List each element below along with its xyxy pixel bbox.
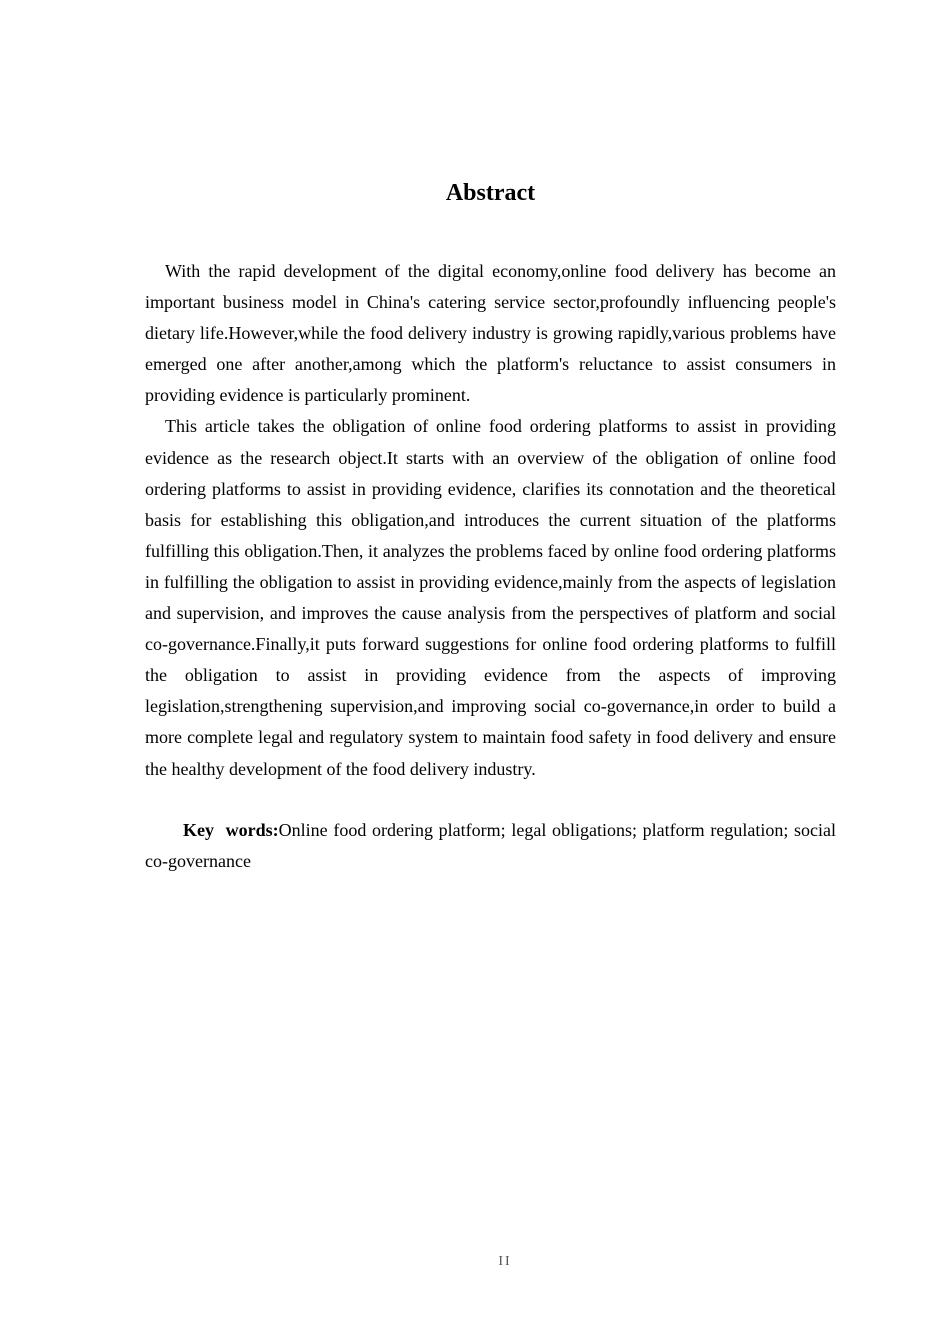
page-title: Abstract bbox=[445, 180, 536, 206]
abstract-paragraph-2: This article takes the obligation of online food ordering platforms to assist in providing evidence as the research object.It starts with an overview of the obligation of online food ordering platforms to assist in providing evidence, clarifies its connotation and the theoretical basis for establishing this obligation,and introduces the current situation of the platforms fulfilling this obligation.Then, it analyzes the problems faced by online food ordering platforms in fulfilling the obligation to assist in providing evidence,mainly from the aspects of legislation and supervision, and improves the cause analysis from the perspectives of platform and social co-governance.Finally,it puts forward suggestions for online food ordering platforms to fulfill the obligation to assist in providing evidence from the aspects of improving legislation,strengthening supervision,and improving social co-governance,in order to build a more complete legal and regulatory system to maintain food safety in food delivery and ensure the healthy development of the food delivery industry. bbox=[145, 416, 836, 779]
abstract-paragraph-1: With the rapid development of the digital economy,online food delivery has become an important business model in China's catering service sector,profoundly influencing people's dietary life.However,while the food delivery industry is growing rapidly,various problems have emerged one after another,among which the platform's reluctance to assist consumers in providing evidence is particularly prominent. bbox=[145, 261, 836, 406]
keywords-text: Online food ordering platform; legal obligations; platform regulation; social co-governance bbox=[145, 819, 836, 871]
page-number: II bbox=[498, 1254, 512, 1269]
abstract-body bbox=[145, 256, 836, 877]
keywords-line bbox=[145, 815, 836, 877]
keywords-label: Key words: bbox=[183, 819, 279, 840]
